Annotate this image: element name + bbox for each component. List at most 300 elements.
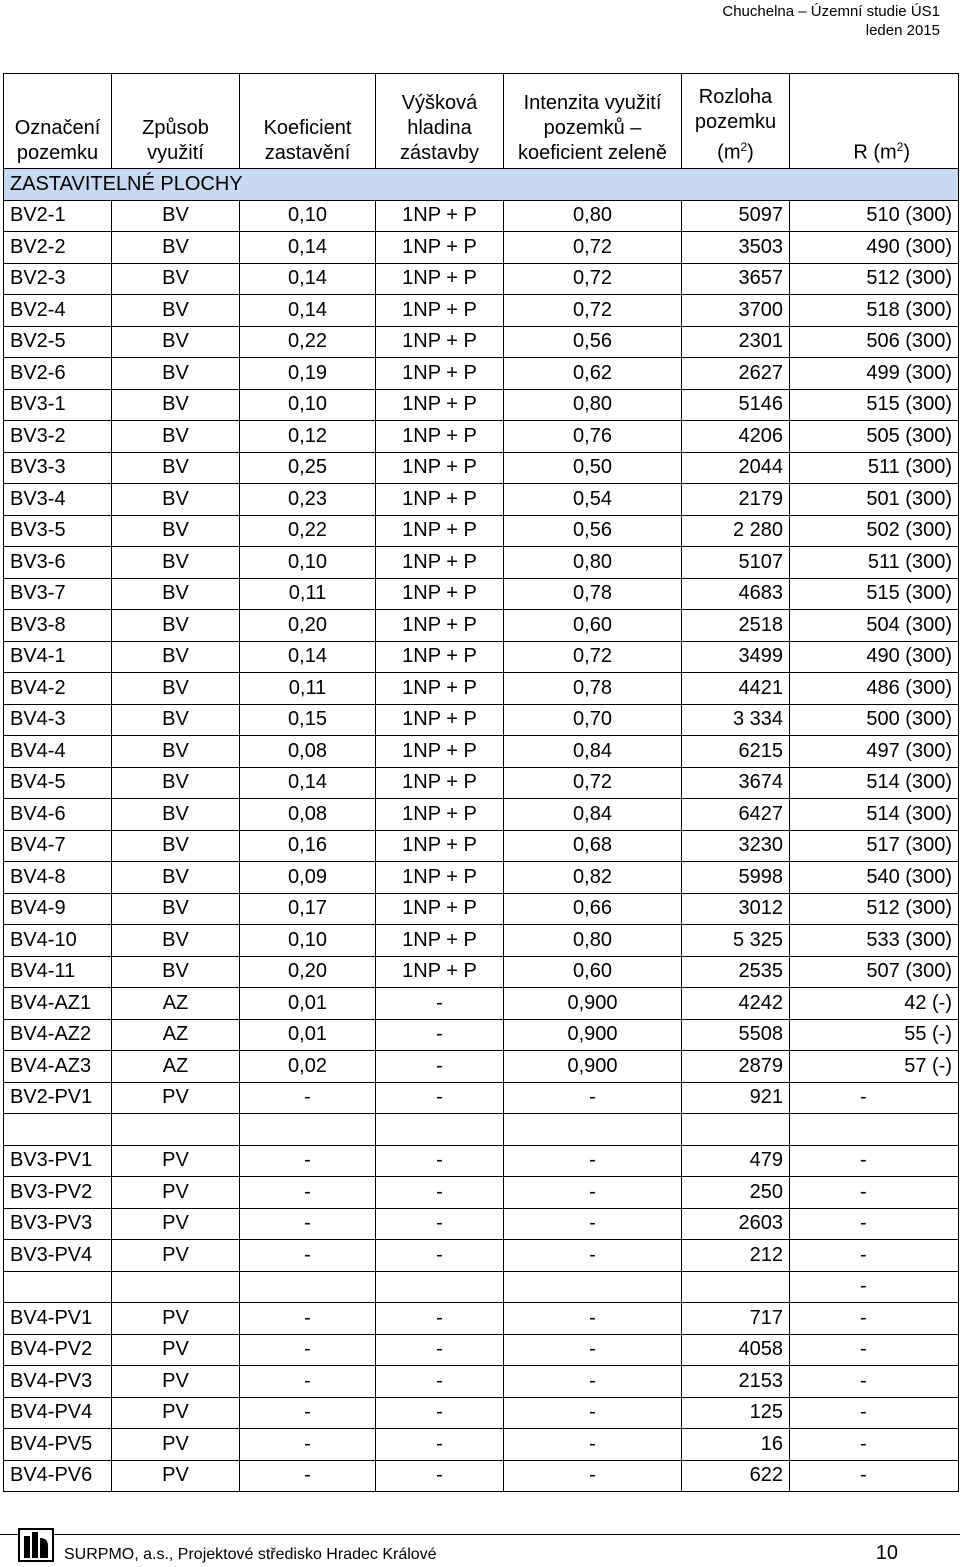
- plot-area: 5998: [682, 862, 790, 894]
- usage-type: [112, 1114, 240, 1146]
- intensity-coefficient: 0,80: [504, 547, 682, 579]
- plot-code: [4, 1114, 112, 1146]
- coverage-coefficient: 0,09: [240, 862, 376, 894]
- r-value: -: [790, 1208, 959, 1240]
- plot-code: BV2-2: [4, 232, 112, 264]
- r-value: -: [790, 1145, 959, 1177]
- intensity-coefficient: [504, 1114, 682, 1146]
- table-row: [4, 1208, 959, 1240]
- r-value: -: [790, 1177, 959, 1209]
- plot-code: BV4-PV2: [4, 1334, 112, 1366]
- coverage-coefficient: 0,08: [240, 736, 376, 768]
- r-value: [790, 1114, 959, 1146]
- coverage-coefficient: 0,10: [240, 200, 376, 232]
- intensity-coefficient: 0,56: [504, 326, 682, 358]
- plot-code: BV3-8: [4, 610, 112, 642]
- r-value: -: [790, 1460, 959, 1492]
- plot-area: 125: [682, 1397, 790, 1429]
- r-value: 515 (300): [790, 578, 959, 610]
- coverage-coefficient: -: [240, 1303, 376, 1335]
- plot-area: 717: [682, 1303, 790, 1335]
- coverage-coefficient: -: [240, 1082, 376, 1114]
- intensity-coefficient: 0,80: [504, 200, 682, 232]
- section-label: ZASTAVITELNÉ PLOCHY: [4, 169, 959, 201]
- plot-code: BV4-AZ1: [4, 988, 112, 1020]
- coverage-coefficient: 0,25: [240, 452, 376, 484]
- col-header-r: R $(m^2)$: [790, 74, 959, 169]
- col-header-height: Výšková hladina zástavby: [376, 74, 504, 169]
- col-header-intensity: Intenzita využití pozemků – koeficient zeleně: [504, 74, 682, 169]
- table-row: [4, 1082, 959, 1114]
- plot-area: 2044: [682, 452, 790, 484]
- height-level: [376, 1271, 504, 1303]
- plot-code: BV4-AZ2: [4, 1019, 112, 1051]
- height-level: -: [376, 1145, 504, 1177]
- table-row: [4, 1366, 959, 1398]
- plot-code: BV4-1: [4, 641, 112, 673]
- plot-area: 3503: [682, 232, 790, 264]
- usage-type: PV: [112, 1460, 240, 1492]
- intensity-coefficient: -: [504, 1177, 682, 1209]
- table-row: [4, 1240, 959, 1272]
- r-value: 501 (300): [790, 484, 959, 516]
- intensity-coefficient: -: [504, 1240, 682, 1272]
- plot-code: BV4-PV5: [4, 1429, 112, 1461]
- plot-area: 2627: [682, 358, 790, 390]
- usage-type: BV: [112, 295, 240, 327]
- table-row: [4, 893, 959, 925]
- usage-type: BV: [112, 830, 240, 862]
- height-level: 1NP + P: [376, 578, 504, 610]
- plot-area: 2535: [682, 956, 790, 988]
- r-value: -: [790, 1240, 959, 1272]
- coverage-coefficient: -: [240, 1208, 376, 1240]
- coverage-coefficient: 0,14: [240, 232, 376, 264]
- plot-code: BV2-3: [4, 263, 112, 295]
- intensity-coefficient: 0,900: [504, 1019, 682, 1051]
- coverage-coefficient: 0,08: [240, 799, 376, 831]
- table-row: [4, 1334, 959, 1366]
- usage-type: BV: [112, 484, 240, 516]
- table-row: [4, 641, 959, 673]
- plots-table: [3, 73, 959, 1492]
- r-value: -: [790, 1429, 959, 1461]
- coverage-coefficient: 0,12: [240, 421, 376, 453]
- plot-code: BV4-PV6: [4, 1460, 112, 1492]
- usage-type: AZ: [112, 1019, 240, 1051]
- plot-code: BV4-PV1: [4, 1303, 112, 1335]
- intensity-coefficient: 0,900: [504, 988, 682, 1020]
- intensity-coefficient: 0,80: [504, 389, 682, 421]
- plot-code: BV3-PV2: [4, 1177, 112, 1209]
- table-row: [4, 358, 959, 390]
- plot-area: 921: [682, 1082, 790, 1114]
- intensity-coefficient: 0,82: [504, 862, 682, 894]
- r-value: 512 (300): [790, 263, 959, 295]
- intensity-coefficient: -: [504, 1208, 682, 1240]
- intensity-coefficient: -: [504, 1082, 682, 1114]
- coverage-coefficient: 0,16: [240, 830, 376, 862]
- table-row: [4, 295, 959, 327]
- r-value: -: [790, 1366, 959, 1398]
- r-value: -: [790, 1334, 959, 1366]
- height-level: 1NP + P: [376, 389, 504, 421]
- plot-area: 622: [682, 1460, 790, 1492]
- intensity-coefficient: -: [504, 1397, 682, 1429]
- intensity-coefficient: 0,78: [504, 578, 682, 610]
- coverage-coefficient: 0,22: [240, 515, 376, 547]
- usage-type: BV: [112, 799, 240, 831]
- usage-type: BV: [112, 452, 240, 484]
- plot-area: 6427: [682, 799, 790, 831]
- plot-code: BV3-4: [4, 484, 112, 516]
- intensity-coefficient: 0,72: [504, 767, 682, 799]
- height-level: 1NP + P: [376, 547, 504, 579]
- coverage-coefficient: 0,02: [240, 1051, 376, 1083]
- coverage-coefficient: [240, 1271, 376, 1303]
- height-level: -: [376, 1051, 504, 1083]
- coverage-coefficient: -: [240, 1460, 376, 1492]
- coverage-coefficient: -: [240, 1334, 376, 1366]
- coverage-coefficient: 0,22: [240, 326, 376, 358]
- r-value: 518 (300): [790, 295, 959, 327]
- table-row: [4, 799, 959, 831]
- intensity-coefficient: 0,62: [504, 358, 682, 390]
- intensity-coefficient: -: [504, 1460, 682, 1492]
- plot-code: BV3-PV4: [4, 1240, 112, 1272]
- plot-code: BV4-AZ3: [4, 1051, 112, 1083]
- table-row: [4, 1114, 959, 1146]
- table-row: [4, 200, 959, 232]
- coverage-coefficient: 0,15: [240, 704, 376, 736]
- r-value: 540 (300): [790, 862, 959, 894]
- coverage-coefficient: 0,14: [240, 641, 376, 673]
- plot-area: 6215: [682, 736, 790, 768]
- page-number: 10: [875, 1542, 898, 1564]
- usage-type: BV: [112, 232, 240, 264]
- document-title: Chuchelna – Územní studie ÚS1: [722, 3, 940, 20]
- surpmo-logo-icon: [18, 1528, 54, 1562]
- table-header-row: [4, 74, 959, 169]
- r-value: 511 (300): [790, 452, 959, 484]
- page-header: [722, 2, 940, 40]
- height-level: 1NP + P: [376, 326, 504, 358]
- plot-code: BV2-PV1: [4, 1082, 112, 1114]
- intensity-coefficient: 0,76: [504, 421, 682, 453]
- height-level: -: [376, 1303, 504, 1335]
- usage-type: [112, 1271, 240, 1303]
- section-row: [4, 169, 959, 201]
- height-level: -: [376, 1334, 504, 1366]
- r-value: 514 (300): [790, 799, 959, 831]
- intensity-coefficient: 0,72: [504, 232, 682, 264]
- intensity-coefficient: 0,78: [504, 673, 682, 705]
- table-row: [4, 956, 959, 988]
- usage-type: BV: [112, 421, 240, 453]
- plot-area: 2301: [682, 326, 790, 358]
- table-row: [4, 988, 959, 1020]
- coverage-coefficient: 0,14: [240, 767, 376, 799]
- coverage-coefficient: 0,19: [240, 358, 376, 390]
- plot-code: BV4-4: [4, 736, 112, 768]
- r-value: -: [790, 1397, 959, 1429]
- coverage-coefficient: 0,11: [240, 578, 376, 610]
- height-level: 1NP + P: [376, 641, 504, 673]
- intensity-coefficient: 0,70: [504, 704, 682, 736]
- intensity-coefficient: 0,900: [504, 1051, 682, 1083]
- plot-code: BV3-6: [4, 547, 112, 579]
- r-value: 514 (300): [790, 767, 959, 799]
- height-level: -: [376, 1208, 504, 1240]
- plot-code: BV4-3: [4, 704, 112, 736]
- height-level: 1NP + P: [376, 263, 504, 295]
- r-value: 502 (300): [790, 515, 959, 547]
- plot-area: [682, 1271, 790, 1303]
- intensity-coefficient: -: [504, 1429, 682, 1461]
- usage-type: PV: [112, 1145, 240, 1177]
- coverage-coefficient: 0,10: [240, 389, 376, 421]
- intensity-coefficient: 0,50: [504, 452, 682, 484]
- height-level: -: [376, 1240, 504, 1272]
- table-row: [4, 484, 959, 516]
- intensity-coefficient: 0,80: [504, 925, 682, 957]
- r-value: 506 (300): [790, 326, 959, 358]
- plot-code: BV4-10: [4, 925, 112, 957]
- col-header-code: Označení pozemku: [4, 74, 112, 169]
- plot-area: 4058: [682, 1334, 790, 1366]
- intensity-coefficient: 0,60: [504, 956, 682, 988]
- height-level: [376, 1114, 504, 1146]
- usage-type: BV: [112, 736, 240, 768]
- page-footer: [18, 1528, 918, 1564]
- plot-area: 4242: [682, 988, 790, 1020]
- coverage-coefficient: 0,23: [240, 484, 376, 516]
- usage-type: BV: [112, 610, 240, 642]
- r-value: 517 (300): [790, 830, 959, 862]
- coverage-coefficient: 0,01: [240, 1019, 376, 1051]
- height-level: 1NP + P: [376, 799, 504, 831]
- plot-area: [682, 1114, 790, 1146]
- plot-area: 2879: [682, 1051, 790, 1083]
- r-value: -: [790, 1271, 959, 1303]
- plot-code: BV4-5: [4, 767, 112, 799]
- table-row: [4, 452, 959, 484]
- height-level: -: [376, 1429, 504, 1461]
- height-level: 1NP + P: [376, 200, 504, 232]
- plot-area: 250: [682, 1177, 790, 1209]
- usage-type: BV: [112, 925, 240, 957]
- table-row: [4, 389, 959, 421]
- plot-code: BV4-8: [4, 862, 112, 894]
- intensity-coefficient: -: [504, 1303, 682, 1335]
- usage-type: BV: [112, 673, 240, 705]
- coverage-coefficient: 0,17: [240, 893, 376, 925]
- r-value: 42 (-): [790, 988, 959, 1020]
- height-level: -: [376, 1019, 504, 1051]
- coverage-coefficient: 0,10: [240, 547, 376, 579]
- usage-type: BV: [112, 515, 240, 547]
- intensity-coefficient: 0,84: [504, 736, 682, 768]
- plot-code: BV4-PV3: [4, 1366, 112, 1398]
- usage-type: BV: [112, 547, 240, 579]
- col-header-use: Způsob využití: [112, 74, 240, 169]
- plot-code: BV3-PV3: [4, 1208, 112, 1240]
- col-header-coefficient: Koeficient zastavění: [240, 74, 376, 169]
- usage-type: PV: [112, 1082, 240, 1114]
- usage-type: PV: [112, 1429, 240, 1461]
- height-level: -: [376, 988, 504, 1020]
- plot-area: 3230: [682, 830, 790, 862]
- plot-area: 2518: [682, 610, 790, 642]
- usage-type: BV: [112, 893, 240, 925]
- plot-code: BV4-6: [4, 799, 112, 831]
- coverage-coefficient: -: [240, 1145, 376, 1177]
- plot-area: 4683: [682, 578, 790, 610]
- plot-area: 3674: [682, 767, 790, 799]
- height-level: -: [376, 1177, 504, 1209]
- usage-type: PV: [112, 1177, 240, 1209]
- r-value: -: [790, 1303, 959, 1335]
- plot-area: 479: [682, 1145, 790, 1177]
- r-value: -: [790, 1082, 959, 1114]
- usage-type: PV: [112, 1397, 240, 1429]
- plot-code: BV3-1: [4, 389, 112, 421]
- plot-code: BV4-7: [4, 830, 112, 862]
- r-value: 500 (300): [790, 704, 959, 736]
- plot-code: BV3-2: [4, 421, 112, 453]
- coverage-coefficient: -: [240, 1240, 376, 1272]
- height-level: 1NP + P: [376, 767, 504, 799]
- intensity-coefficient: 0,72: [504, 641, 682, 673]
- r-value: 490 (300): [790, 641, 959, 673]
- height-level: -: [376, 1082, 504, 1114]
- intensity-coefficient: 0,72: [504, 295, 682, 327]
- r-value: 55 (-): [790, 1019, 959, 1051]
- intensity-coefficient: 0,68: [504, 830, 682, 862]
- plot-area: 5097: [682, 200, 790, 232]
- plot-area: 3012: [682, 893, 790, 925]
- usage-type: PV: [112, 1303, 240, 1335]
- table-row: [4, 1051, 959, 1083]
- table-row: [4, 1429, 959, 1461]
- plot-area: 5508: [682, 1019, 790, 1051]
- height-level: 1NP + P: [376, 673, 504, 705]
- table-row: [4, 1460, 959, 1492]
- height-level: 1NP + P: [376, 893, 504, 925]
- plot-area: 3657: [682, 263, 790, 295]
- plot-code: BV4-11: [4, 956, 112, 988]
- table-row: [4, 830, 959, 862]
- plot-code: BV2-5: [4, 326, 112, 358]
- coverage-coefficient: -: [240, 1429, 376, 1461]
- coverage-coefficient: 0,14: [240, 295, 376, 327]
- plot-code: BV2-1: [4, 200, 112, 232]
- plot-code: BV3-5: [4, 515, 112, 547]
- r-value: 490 (300): [790, 232, 959, 264]
- col-header-area: Rozloha pozemku $(m^2)$: [682, 74, 790, 169]
- intensity-coefficient: 0,60: [504, 610, 682, 642]
- height-level: 1NP + P: [376, 421, 504, 453]
- plot-area: 3700: [682, 295, 790, 327]
- usage-type: BV: [112, 641, 240, 673]
- table-row: [4, 767, 959, 799]
- height-level: 1NP + P: [376, 515, 504, 547]
- table-row: [4, 421, 959, 453]
- usage-type: BV: [112, 358, 240, 390]
- height-level: 1NP + P: [376, 295, 504, 327]
- usage-type: BV: [112, 862, 240, 894]
- table-row: [4, 673, 959, 705]
- intensity-coefficient: 0,54: [504, 484, 682, 516]
- table-row: [4, 1303, 959, 1335]
- plot-area: 16: [682, 1429, 790, 1461]
- height-level: 1NP + P: [376, 862, 504, 894]
- height-level: 1NP + P: [376, 452, 504, 484]
- plot-code: BV3-7: [4, 578, 112, 610]
- table-row: [4, 925, 959, 957]
- table-row: [4, 578, 959, 610]
- plot-code: BV2-4: [4, 295, 112, 327]
- r-value: 497 (300): [790, 736, 959, 768]
- r-value: 499 (300): [790, 358, 959, 390]
- r-value: 505 (300): [790, 421, 959, 453]
- r-value: 511 (300): [790, 547, 959, 579]
- table-row: [4, 1177, 959, 1209]
- plot-area: 5146: [682, 389, 790, 421]
- coverage-coefficient: 0,14: [240, 263, 376, 295]
- height-level: 1NP + P: [376, 830, 504, 862]
- plot-code: BV3-PV1: [4, 1145, 112, 1177]
- plot-code: BV4-PV4: [4, 1397, 112, 1429]
- usage-type: PV: [112, 1208, 240, 1240]
- table-row: [4, 736, 959, 768]
- intensity-coefficient: 0,56: [504, 515, 682, 547]
- height-level: 1NP + P: [376, 610, 504, 642]
- plot-area: 4421: [682, 673, 790, 705]
- plot-code: [4, 1271, 112, 1303]
- plot-code: BV4-9: [4, 893, 112, 925]
- coverage-coefficient: 0,01: [240, 988, 376, 1020]
- usage-type: BV: [112, 956, 240, 988]
- r-value: 504 (300): [790, 610, 959, 642]
- coverage-coefficient: 0,11: [240, 673, 376, 705]
- usage-type: PV: [112, 1366, 240, 1398]
- coverage-coefficient: 0,20: [240, 610, 376, 642]
- coverage-coefficient: -: [240, 1397, 376, 1429]
- height-level: 1NP + P: [376, 704, 504, 736]
- height-level: 1NP + P: [376, 484, 504, 516]
- table-row: [4, 1397, 959, 1429]
- plot-area: 2 280: [682, 515, 790, 547]
- table-row: [4, 547, 959, 579]
- coverage-coefficient: -: [240, 1366, 376, 1398]
- intensity-coefficient: -: [504, 1366, 682, 1398]
- coverage-coefficient: 0,10: [240, 925, 376, 957]
- intensity-coefficient: 0,84: [504, 799, 682, 831]
- usage-type: AZ: [112, 1051, 240, 1083]
- footer-company: SURPMO, a.s., Projektové středisko Hradec Králové: [64, 1546, 437, 1563]
- usage-type: BV: [112, 389, 240, 421]
- plot-area: 2603: [682, 1208, 790, 1240]
- table-row: [4, 704, 959, 736]
- r-value: 486 (300): [790, 673, 959, 705]
- usage-type: BV: [112, 200, 240, 232]
- table-row: [4, 263, 959, 295]
- usage-type: BV: [112, 704, 240, 736]
- plot-area: 3499: [682, 641, 790, 673]
- table-row: [4, 610, 959, 642]
- table-row: [4, 232, 959, 264]
